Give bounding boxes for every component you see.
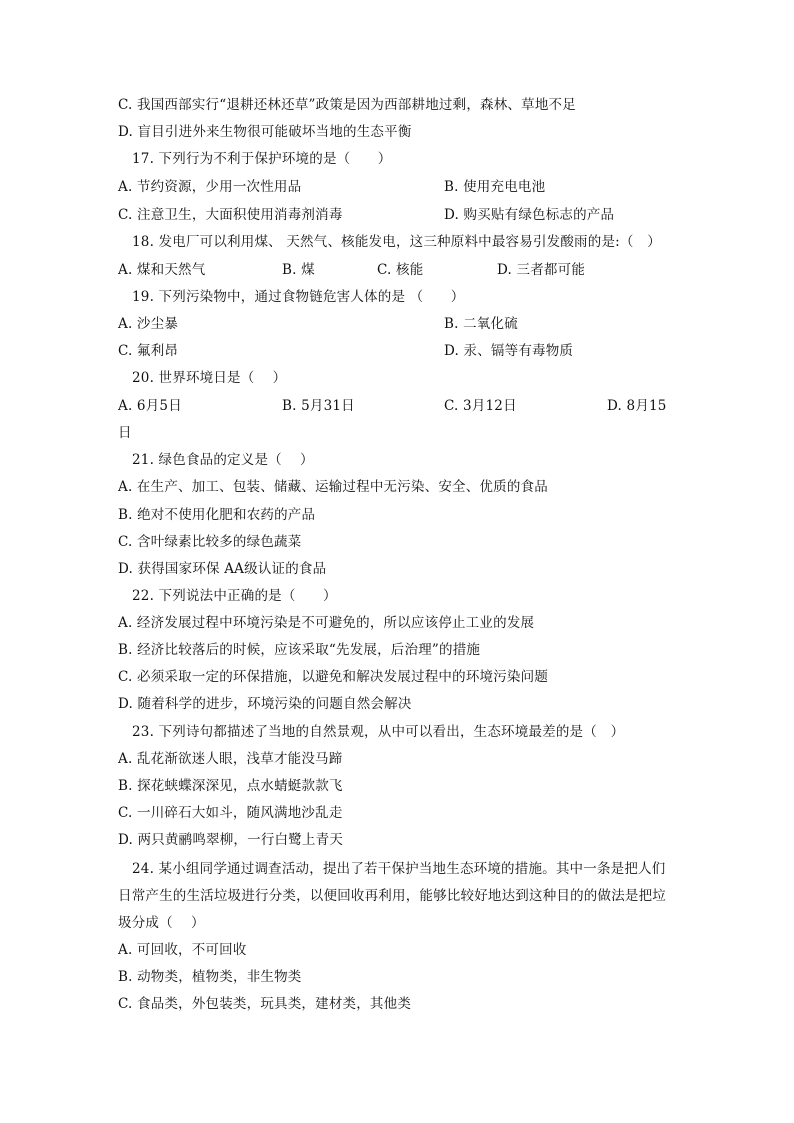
option-23b: B. 探花蛱蝶深深见，点水蜻蜓款款飞 (118, 778, 343, 794)
option-20a: A. 6月5日 (118, 398, 182, 414)
question-21: 21. 绿色食品的定义是（ ） (132, 452, 314, 468)
option-21b: B. 绝对不使用化肥和农药的产品 (118, 507, 316, 523)
option-18a: A. 煤和天然气 (118, 262, 206, 278)
option-17a: A. 节约资源，少用一次性用品 (118, 179, 302, 195)
option-17c: C. 注意卫生，大面积使用消毒剂消毒 (118, 207, 343, 223)
question-22: 22. 下列说法中正确的是（ ） (132, 588, 337, 604)
option-22d: D. 随着科学的进步，环境污染的问题自然会解决 (118, 696, 412, 712)
option-20d-wrap: 日 (118, 425, 132, 441)
option-17d: D. 购买贴有绿色标志的产品 (444, 207, 615, 223)
option-18d: D. 三者都可能 (497, 262, 586, 278)
option-22a: A. 经济发展过程中环境污染是不可避免的，所以应该停止工业的发展 (118, 615, 535, 631)
option-21c: C. 含叶绿素比较多的绿色蔬菜 (118, 534, 302, 550)
question-18: 18. 发电厂可以利用煤、 天然气、核能发电，这三种原料中最容易引发酸雨的是:（ ） (132, 234, 661, 250)
option-20c: C. 3月12日 (444, 398, 517, 414)
option-line: D. 盲目引进外来生物很可能破坏当地的生态平衡 (118, 124, 412, 140)
option-21d: D. 获得国家环保 AA级认证的食品 (118, 561, 327, 577)
option-19d: D. 汞、镉等有毒物质 (444, 343, 574, 359)
option-21a: A. 在生产、加工、包装、储藏、运输过程中无污染、安全、优质的食品 (118, 479, 548, 495)
option-22b: B. 经济比较落后的时候，应该采取“先发展，后治理”的措施 (118, 642, 481, 658)
question-23: 23. 下列诗句都描述了当地的自然景观，从中可以看出，生态环境最差的是（ ） (132, 724, 625, 740)
option-22c: C. 必须采取一定的环保措施，以避免和解决发展过程中的环境污染问题 (118, 669, 549, 685)
option-24c: C. 食品类，外包装类，玩具类，建材类，其他类 (118, 996, 412, 1012)
option-19b: B. 二氧化硫 (444, 316, 518, 332)
question-24: 24. 某小组同学通过调查活动，提出了若干保护当地生态环境的措施。其中一条是把人们日常产生的生活垃圾进行分类，以便回收再利用，能够比较好地达到这种目的的做法是把垃圾分成（ ） (118, 861, 666, 931)
option-line: C. 我国西部实行“退耕还林还草”政策是因为西部耕地过剩，森林、草地不足 (118, 97, 576, 113)
option-19c: C. 氟利昂 (118, 343, 179, 359)
option-17b: B. 使用充电电池 (444, 179, 546, 195)
option-18c: C. 核能 (377, 262, 424, 278)
option-19a: A. 沙尘暴 (118, 316, 179, 332)
question-17: 17. 下列行为不利于保护环境的是（ ） (132, 151, 392, 167)
option-23c: C. 一川碎石大如斗，随风满地沙乱走 (118, 805, 343, 821)
option-23d: D. 两只黄鹂鸣翠柳，一行白鹭上青天 (118, 832, 344, 848)
option-23a: A. 乱花渐欲迷人眼，浅草才能没马蹄 (118, 751, 343, 767)
option-24a: A. 可回收，不可回收 (118, 942, 247, 958)
question-19: 19. 下列污染物中，通过食物链危害人体的是 （ ） (132, 289, 465, 305)
option-18b: B. 煤 (282, 262, 315, 278)
option-20b: B. 5月31日 (282, 398, 355, 414)
option-20d: D. 8月15 (607, 398, 667, 414)
question-20: 20. 世界环境日是（ ） (132, 370, 287, 386)
option-24b: B. 动物类，植物类，非生物类 (118, 969, 302, 985)
